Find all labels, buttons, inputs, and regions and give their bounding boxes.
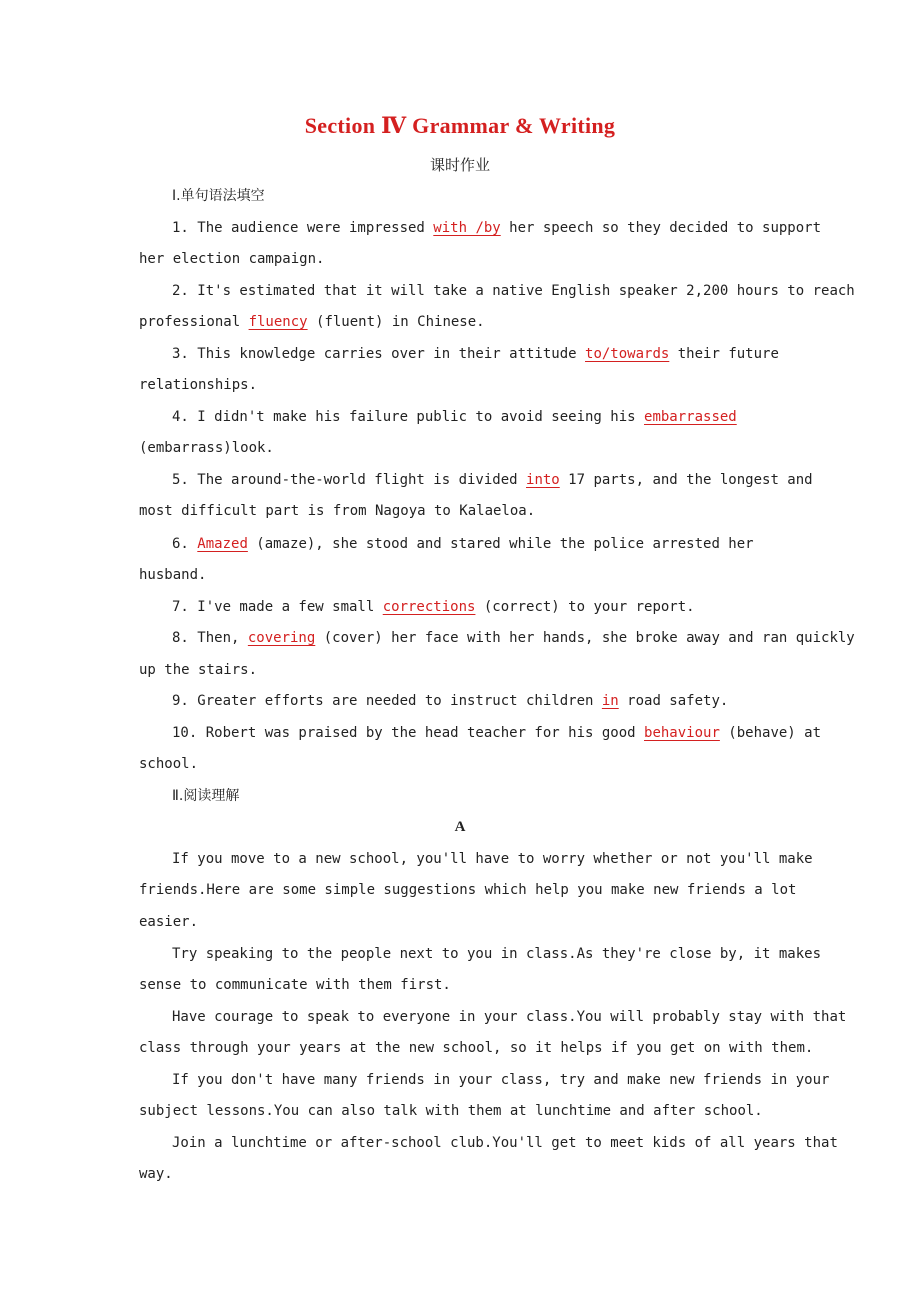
- passage-line: easier.: [139, 914, 199, 930]
- question-4: 4. I didn't make his failure public to avoid seeing his embarrassed: [172, 409, 737, 425]
- passage-line: Try speaking to the people next to you in class.As they're close by, it makes: [172, 946, 822, 962]
- passage-line: way.: [139, 1166, 173, 1182]
- question-4-cont: (embarrass)look.: [139, 440, 274, 456]
- answer-10: behaviour: [644, 725, 720, 741]
- question-1-cont: her election campaign.: [139, 251, 325, 267]
- question-8: 8. Then, covering (cover) her face with her hands, she broke away and ran quickly: [172, 630, 855, 646]
- answer-6: Amazed: [197, 536, 248, 552]
- answer-8: covering: [247, 630, 316, 646]
- answer-9: in: [601, 693, 619, 709]
- passage-line: friends.Here are some simple suggestions which help you make new friends a lot: [139, 882, 797, 898]
- question-8-cont: up the stairs.: [139, 662, 258, 678]
- answer-2: fluency: [248, 314, 308, 330]
- passage-label: A: [454, 819, 466, 835]
- passage-line: subject lessons.You can also talk with them at lunchtime and after school.: [139, 1103, 763, 1119]
- answer-5: into: [526, 472, 560, 488]
- question-6: 6. Amazed (amaze), she stood and stared while the police arrested her: [172, 536, 754, 552]
- page-subtitle: 课时作业: [429, 156, 490, 174]
- question-1: 1. The audience were impressed with /by her speech so they decided to support: [172, 220, 822, 236]
- question-6-cont: husband.: [139, 567, 207, 583]
- passage-line: class through your years at the new school, so it helps if you get on with them.: [139, 1040, 814, 1056]
- answer-4: embarrassed: [644, 409, 737, 425]
- passage-line: sense to communicate with them first.: [139, 977, 451, 993]
- question-2: 2. It's estimated that it will take a native English speaker 2,200 hours to reach: [172, 283, 855, 299]
- question-3: 3. This knowledge carries over in their attitude to/towards their future: [172, 346, 779, 362]
- part2-heading: Ⅱ.阅读理解: [172, 788, 240, 804]
- passage-line: If you move to a new school, you'll have to worry whether or not you'll make: [172, 851, 813, 867]
- question-7: 7. I've made a few small corrections (correct) to your report.: [172, 599, 695, 615]
- question-5-cont: most difficult part is from Nagoya to Kalaeloa.: [139, 503, 536, 519]
- question-9: 9. Greater efforts are needed to instruct children in road safety.: [172, 693, 729, 709]
- passage-line: If you don't have many friends in your class, try and make new friends in your: [172, 1072, 830, 1088]
- answer-1: with /by: [433, 220, 501, 236]
- question-10-cont: school.: [139, 756, 199, 772]
- part1-heading: Ⅰ.单句语法填空: [172, 188, 265, 204]
- passage-line: Join a lunchtime or after-school club.You'll get to meet kids of all years that: [172, 1135, 838, 1151]
- question-5: 5. The around-the-world flight is divided into 17 parts, and the longest and: [172, 472, 813, 488]
- answer-7: corrections: [382, 599, 476, 615]
- question-10: 10. Robert was praised by the head teacher for his good behaviour (behave) at: [172, 725, 822, 741]
- question-2-cont: professional fluency (fluent) in Chinese.: [139, 314, 485, 330]
- page-title: Section Ⅳ Grammar & Writing: [304, 113, 616, 138]
- question-3-cont: relationships.: [139, 377, 258, 393]
- passage-line: Have courage to speak to everyone in your class.You will probably stay with that: [172, 1009, 847, 1025]
- answer-3: to/towards: [585, 346, 670, 362]
